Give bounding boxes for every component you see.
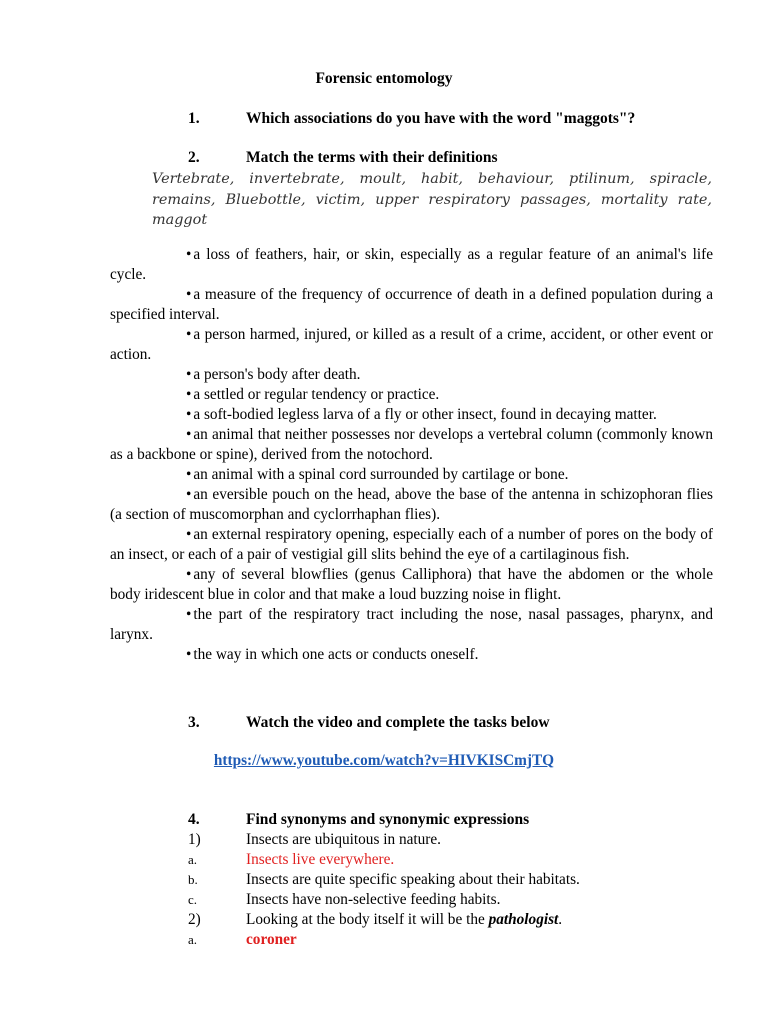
option-1c-letter: c. (188, 892, 198, 907)
definition-text: the way in which one acts or conducts oneself. (193, 646, 479, 663)
definition-item (110, 465, 713, 485)
section-3-number: 3. (188, 714, 200, 731)
definition-item (110, 245, 713, 285)
section-1-text: Which associations do you have with the word "maggots"? (246, 110, 636, 127)
definition-item (110, 385, 713, 405)
definition-item (110, 485, 713, 525)
definition-item (110, 425, 713, 465)
section-3-text: Watch the video and complete the tasks below (246, 714, 550, 731)
definitions-list (110, 245, 713, 665)
definition-text: a person harmed, injured, or killed as a result of a crime, accident, or other event or action. (110, 326, 713, 363)
question-2-emphasis: pathologist (488, 911, 559, 928)
question-1-number: 1) (188, 831, 201, 848)
definition-text: an animal with a spinal cord surrounded by cartilage or bone. (193, 466, 569, 483)
definition-item (110, 365, 713, 385)
section-4-number: 4. (188, 811, 200, 828)
option-1b (188, 871, 580, 889)
bullet-icon: • (186, 466, 192, 483)
option-2a (188, 931, 297, 949)
section-3-heading (188, 714, 550, 732)
terms-list: Vertebrate, invertebrate, moult, habit, behaviour, ptilinum, spiracle, remains, Bluebottle, victim, upper respiratory passages, mortality rate, maggot (152, 171, 712, 228)
definition-text: a soft-bodied legless larva of a fly or other insect, found in decaying matter. (193, 406, 657, 423)
option-1c (188, 891, 500, 909)
section-1-heading (188, 110, 635, 128)
option-1a-text: Insects live everywhere. (246, 851, 395, 868)
definition-text: an animal that neither possesses nor develops a vertebral column (commonly known as a backbone or spine), derived from the notochord. (110, 426, 713, 463)
definition-text: the part of the respiratory tract including the nose, nasal passages, pharynx, and larynx. (110, 606, 713, 643)
bullet-icon: • (186, 526, 192, 543)
definition-item (110, 565, 713, 605)
definition-text: a loss of feathers, hair, or skin, especially as a regular feature of an animal's life cycle. (110, 246, 713, 283)
definition-text: an external respiratory opening, especially each of a number of pores on the body of an insect, or each of a pair of vestigial gill slits behind the eye of a cartilaginous fish. (110, 526, 713, 563)
video-link[interactable]: https://www.youtube.com/watch?v=HIVKISCmjTQ (213, 752, 555, 769)
question-2-text: Looking at the body itself it will be the (246, 911, 489, 928)
question-2 (188, 911, 562, 929)
definition-text: a settled or regular tendency or practice. (193, 386, 440, 403)
option-2a-text: coroner (246, 931, 297, 948)
option-1a-letter: a. (188, 852, 198, 867)
section-2-number: 2. (188, 149, 200, 166)
question-2-end: . (558, 911, 563, 928)
bullet-icon: • (186, 286, 192, 303)
option-1b-text: Insects are quite specific speaking about their habitats. (246, 871, 580, 888)
definition-item (110, 605, 713, 645)
section-4-heading (188, 811, 529, 829)
bullet-icon: • (186, 566, 192, 583)
definition-item (110, 405, 713, 425)
definition-text: a person's body after death. (193, 366, 361, 383)
option-1c-text: Insects have non-selective feeding habits. (246, 891, 501, 908)
question-1 (188, 831, 441, 849)
bullet-icon: • (186, 246, 192, 263)
bullet-icon: • (186, 646, 192, 663)
section-4-text: Find synonyms and synonymic expressions (246, 811, 530, 828)
bullet-icon: • (186, 406, 192, 423)
definition-text: any of several blowflies (genus Calliphora) that have the abdomen or the whole body iridescent blue in color and that make a loud buzzing noise in flight. (110, 566, 713, 603)
section-1-number: 1. (188, 110, 200, 127)
section-2-text: Match the terms with their definitions (246, 149, 498, 166)
section-2-heading (188, 149, 498, 167)
definition-text: an eversible pouch on the head, above the base of the antenna in schizophoran flies (a section of muscomorphan and cyclorrhaphan flies). (110, 486, 713, 523)
bullet-icon: • (186, 366, 192, 383)
definition-item (110, 525, 713, 565)
option-2a-letter: a. (188, 932, 198, 947)
bullet-icon: • (186, 386, 192, 403)
question-2-number: 2) (188, 911, 201, 928)
definition-item (110, 325, 713, 365)
definition-text: a measure of the frequency of occurrence of death in a defined population during a specified interval. (110, 286, 713, 323)
bullet-icon: • (186, 606, 192, 623)
option-1a (188, 851, 394, 869)
bullet-icon: • (186, 486, 192, 503)
page-title: Forensic entomology (315, 70, 453, 87)
definition-item (110, 285, 713, 325)
option-1b-letter: b. (188, 872, 198, 887)
bullet-icon: • (186, 426, 192, 443)
bullet-icon: • (186, 326, 192, 343)
question-1-text: Insects are ubiquitous in nature. (246, 831, 441, 848)
definition-item (110, 645, 713, 665)
